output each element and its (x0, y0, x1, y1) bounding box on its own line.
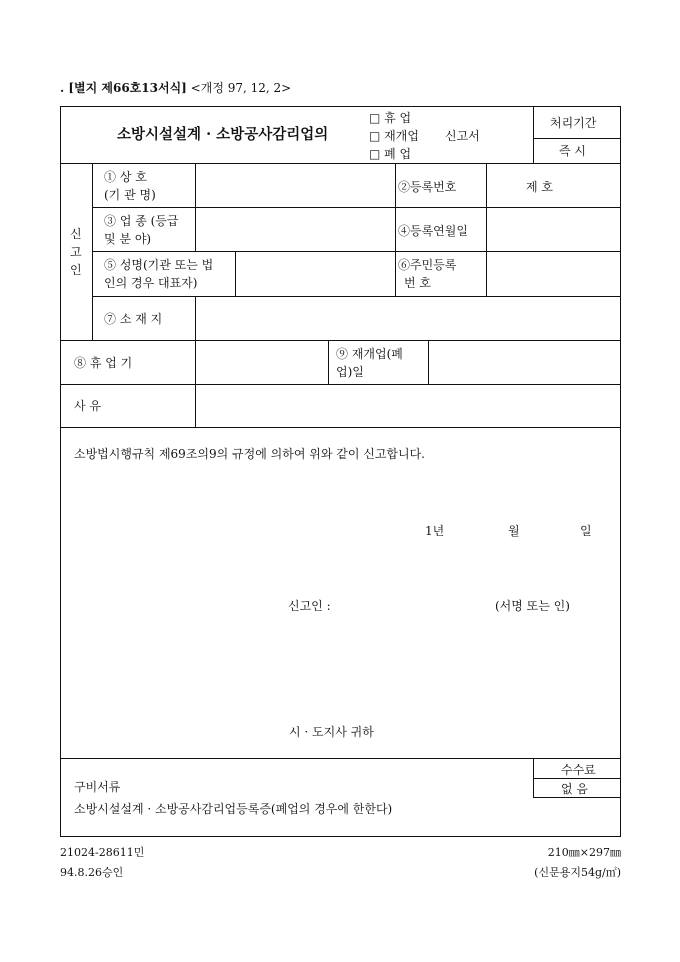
field-business-type-label-2: 및 분 야) (104, 232, 152, 246)
closure-period-input[interactable] (197, 342, 327, 383)
addressee: 시 · 도지사 귀하 (289, 725, 374, 739)
reg-date-input[interactable] (488, 209, 619, 250)
processing-label: 처리기간 (550, 116, 597, 130)
option-suspend[interactable]: □ 휴 업 (369, 111, 412, 125)
processing-value: 즉 시 (559, 144, 586, 158)
option-close[interactable]: □ 폐 업 (369, 147, 412, 161)
form-header (60, 80, 291, 96)
signer-label: 신고인 : (288, 599, 331, 613)
field-resume-date-label-1: ⑨ 재개업(폐 (336, 347, 403, 361)
field-trade-name-label-1: ① 상 호 (104, 170, 147, 184)
form-number: . [별지 제66호13서식] (60, 81, 187, 95)
field-address-label: ⑦ 소 재 지 (104, 312, 163, 326)
date-month[interactable]: 월 (508, 524, 520, 538)
field-reason-label: 사 유 (74, 399, 101, 413)
section-label-2: 고 (70, 245, 82, 259)
field-trade-name-label-2: (기 관 명) (104, 188, 156, 202)
fee-label: 수수료 (561, 763, 596, 777)
business-type-input[interactable] (197, 209, 394, 250)
date-day[interactable]: 일 (580, 524, 592, 538)
address-input[interactable] (197, 298, 619, 339)
section-label-1: 신 (70, 227, 82, 241)
field-resident-no-label-2: 번 호 (404, 276, 431, 290)
footer-paper: (신문용지54g/㎡) (534, 866, 621, 879)
documents-label: 구비서류 (74, 780, 121, 794)
resident-no-input[interactable] (488, 253, 619, 295)
declaration-text: 소방법시행규칙 제69조의9의 규정에 의하여 위와 같이 신고합니다. (74, 447, 425, 461)
footer-size: 210㎜×297㎜ (547, 846, 621, 859)
reg-number-value[interactable]: 제 호 (526, 180, 553, 194)
reason-input[interactable] (197, 386, 619, 426)
field-business-type-label-1: ③ 업 종 (등급 (104, 214, 179, 228)
fee-value: 없 음 (561, 782, 588, 796)
field-resume-date-label-2: 업)일 (336, 365, 364, 379)
signature-note[interactable]: (서명 또는 인) (495, 599, 570, 613)
field-reg-number-label: ②등록번호 (398, 180, 457, 194)
resume-date-input[interactable] (430, 342, 619, 383)
footer-approval: 94.8.26승인 (60, 866, 124, 879)
revision-note: <개정 97, 12, 2> (190, 81, 292, 95)
form-title: 소방시설설계 · 소방공사감리업의 (117, 126, 329, 143)
documents-item: 소방시설설계 · 소방공사감리업등록증(폐업의 경우에 한한다) (74, 802, 393, 816)
name-input[interactable] (237, 253, 394, 295)
field-closure-period-label: ⑧ 휴 업 기 (74, 356, 133, 370)
field-reg-date-label: ④등록연월일 (398, 224, 468, 238)
field-name-label-2: 인의 경우 대표자) (104, 276, 198, 290)
field-resident-no-label-1: ⑥주민등록 (398, 258, 457, 272)
option-resume[interactable]: □ 재개업 (369, 129, 419, 143)
title-suffix: 신고서 (445, 129, 480, 143)
field-name-label-1: ⑤ 성명(기관 또는 법 (104, 258, 214, 272)
footer-code: 21024-28611민 (60, 846, 145, 859)
section-label-3: 인 (70, 263, 82, 277)
trade-name-input[interactable] (197, 165, 394, 206)
date-year[interactable]: 1년 (425, 524, 445, 538)
